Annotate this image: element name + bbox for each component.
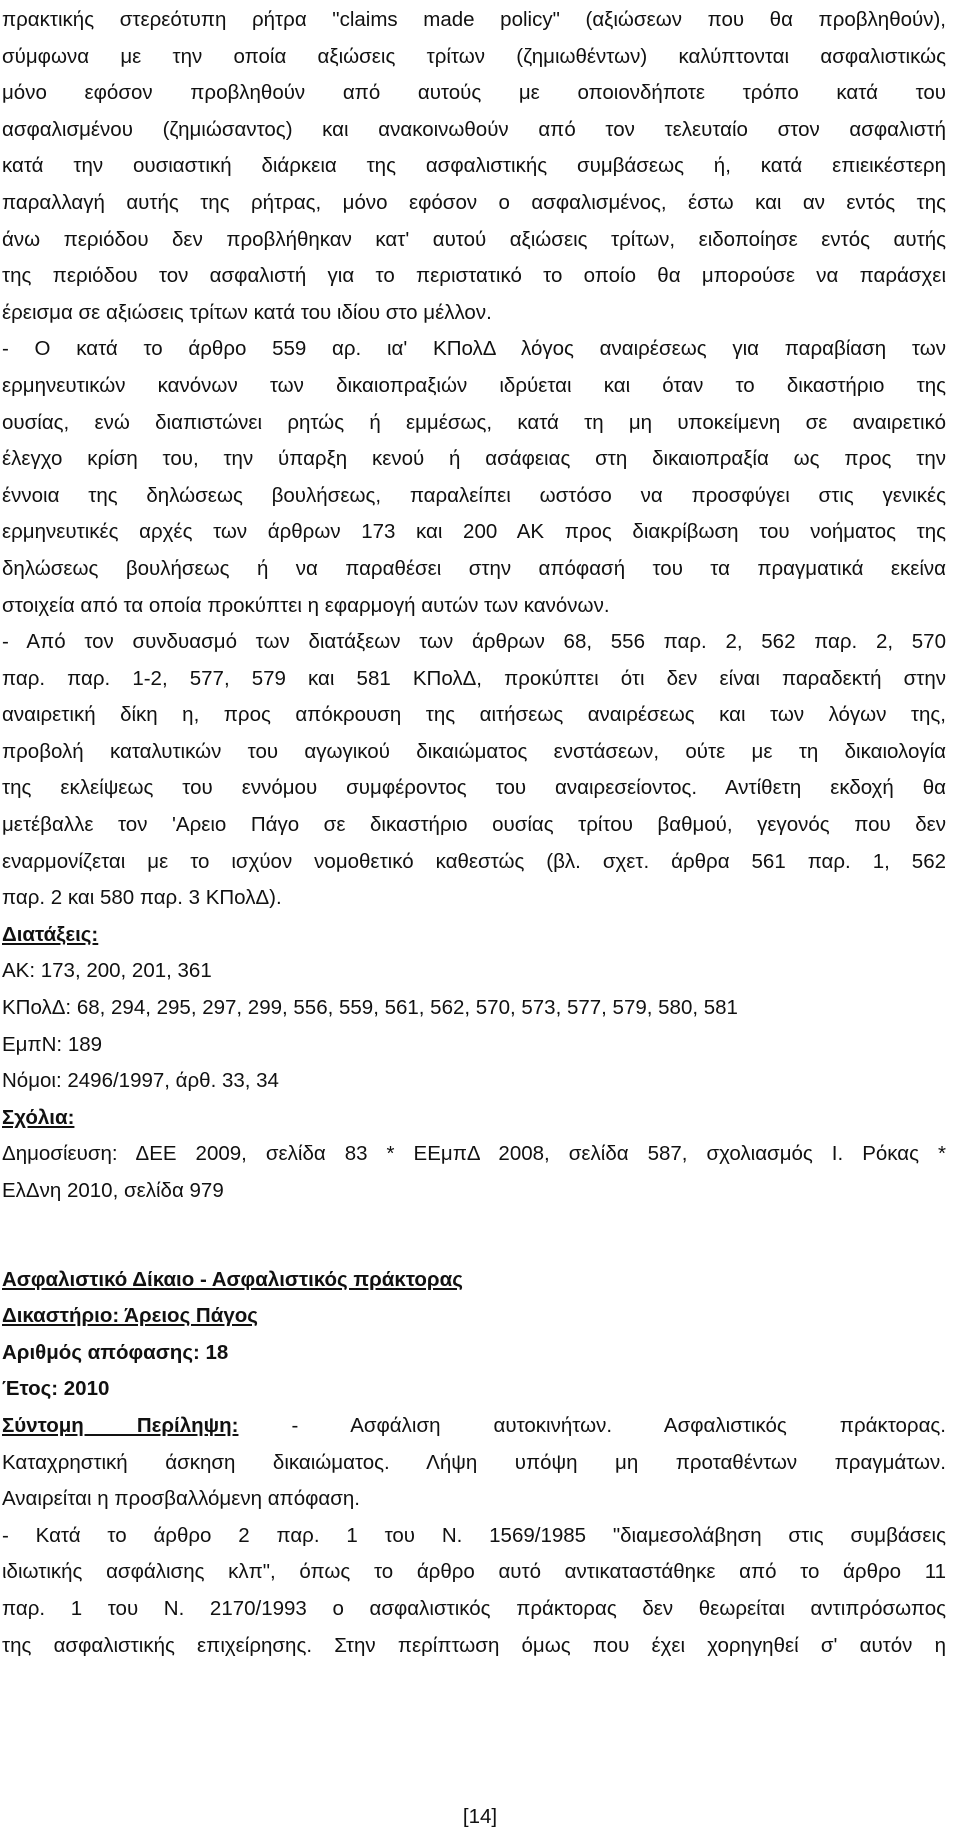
text-line: ουσίας, ενώ διαπιστώνει ρητώς ή εμμέσως, κατά τη μη υποκείμενη σε αναιρετικό: [2, 410, 946, 434]
case-year: Έτος: 2010: [2, 1377, 110, 1401]
text-line: της ασφαλιστικής επιχείρησης. Στην περίπτωση όμως που έχει χορηγηθεί σ' αυτόν η: [2, 1633, 946, 1657]
text-line: πρακτικής στερεότυπη ρήτρα "claims made policy" (αξιώσεων που θα προβληθούν),: [2, 8, 946, 31]
page-number: [14]: [462, 1805, 498, 1828]
provisions-section: [2, 917, 946, 1100]
summary-text: - Ασφάλιση αυτοκινήτων. Ασφαλιστικός πράκτορας.: [238, 1413, 946, 1437]
body-text-block: [2, 2, 946, 917]
text-line: Αναιρείται η προσβαλλόμενη απόφαση.: [2, 1487, 360, 1511]
provision-item: ΑΚ: 173, 200, 201, 361: [2, 959, 212, 983]
text-line: - Κατά το άρθρο 2 παρ. 1 του Ν. 1569/1985 "διαμεσολάβηση στις συμβάσεις: [2, 1523, 946, 1547]
case-title: Ασφαλιστικό Δίκαιο - Ασφαλιστικός πράκτορας: [2, 1267, 463, 1291]
text-line: έλεγχο κρίση του, την ύπαρξη κενού ή ασάφειας στη δικαιοπραξία ως προς την: [2, 447, 946, 471]
provisions-heading: Διατάξεις:: [2, 922, 99, 946]
summary-label: Σύντομη Περίληψη:: [2, 1413, 239, 1437]
provision-item: ΚΠολΔ: 68, 294, 295, 297, 299, 556, 559, 561, 562, 570, 573, 577, 579, 580, 581: [2, 996, 738, 1020]
comments-section: [2, 1100, 946, 1210]
text-line: ιδιωτικής ασφάλισης κλπ", όπως το άρθρο αυτό αντικαταστάθηκε από το άρθρο 11: [2, 1560, 946, 1584]
text-line: ερμηνευτικών κανόνων των δικαιοπραξιών ιδρύεται και όταν το δικαστήριο της: [2, 373, 946, 397]
comments-line: ΕλΔνη 2010, σελίδα 979: [2, 1179, 224, 1202]
text-line: παρ. παρ. 1-2, 577, 579 και 581 ΚΠολΔ, προκύπτει ότι δεν είναι παραδεκτή στην: [2, 666, 946, 690]
case-entry: [2, 1262, 946, 1665]
text-line: - Ο κατά το άρθρο 559 αρ. ια' ΚΠολΔ λόγος αναιρέσεως για παραβίαση των: [2, 337, 946, 361]
text-line: ερμηνευτικές αρχές των άρθρων 173 και 200 ΑΚ προς διακρίβωση του νοήματος της: [2, 520, 946, 544]
text-line: μόνο εφόσον προβληθούν από αυτούς με οποιονδήποτε τρόπο κατά του: [2, 81, 946, 105]
section-spacer: [2, 1210, 946, 1262]
text-line: ασφαλισμένου (ζημιώσαντος) και ανακοινωθούν από τον τελευταίο στον ασφαλιστή: [2, 117, 946, 141]
comments-heading: Σχόλια:: [2, 1105, 75, 1129]
case-court: Δικαστήριο: Άρειος Πάγος: [2, 1304, 258, 1328]
provision-item: ΕμπΝ: 189: [2, 1032, 103, 1056]
text-line: σύμφωνα με την οποία αξιώσεις τρίτων (ζημιωθέντων) καλύπτονται ασφαλιστικώς: [2, 44, 946, 68]
text-line: - Από τον συνδυασμό των διατάξεων των άρθρων 68, 556 παρ. 2, 562 παρ. 2, 570: [2, 630, 946, 654]
case-summary-first-line: [2, 1408, 946, 1445]
text-line: αναιρετική δίκη η, προς απόκρουση της αιτήσεως αναιρέσεως και των λόγων της,: [2, 703, 946, 727]
text-line: παρ. 1 του Ν. 2170/1993 ο ασφαλιστικός πράκτορας δεν θεωρείται αντιπρόσωπος: [2, 1596, 946, 1620]
text-line: στοιχεία από τα οποία προκύπτει η εφαρμογή αυτών των κανόνων.: [2, 593, 610, 617]
text-line: κατά την ουσιαστική διάρκεια της ασφαλιστικής συμβάσεως ή, κατά επιεικέστερη: [2, 154, 946, 178]
case-decision-number: Αριθμός απόφασης: 18: [2, 1340, 229, 1364]
text-line: Καταχρηστική άσκηση δικαιώματος. Λήψη υπόψη μη προταθέντων πραγμάτων.: [2, 1450, 946, 1474]
text-line: της εκλείψεως του εννόμου συμφέροντος του αναιρεσείοντος. Αντίθετη εκδοχή θα: [2, 776, 946, 800]
text-line: προβολή καταλυτικών του αγωγικού δικαιώματος ενστάσεων, ούτε με τη δικαιολογία: [2, 739, 946, 763]
provision-item: Νόμοι: 2496/1997, άρθ. 33, 34: [2, 1069, 279, 1093]
comments-line: Δημοσίευση: ΔΕΕ 2009, σελίδα 83 * ΕΕμπΔ 2008, σελίδα 587, σχολιασμός Ι. Ρόκας *: [2, 1142, 946, 1166]
text-line: εναρμονίζεται με το ισχύον νομοθετικό καθεστώς (βλ. σχετ. άρθρα 561 παρ. 1, 562: [2, 849, 946, 873]
text-line: παραλλαγή αυτής της ρήτρας, μόνο εφόσον ο ασφαλισμένος, έστω και αν εντός της: [2, 190, 946, 214]
text-line: έννοια της δηλώσεως βουλήσεως, παραλείπει ωστόσο να προσφύγει στις γενικές: [2, 483, 946, 507]
text-line: παρ. 2 και 580 παρ. 3 ΚΠολΔ).: [2, 886, 282, 910]
text-line: άνω περιόδου δεν προβλήθηκαν κατ' αυτού αξιώσεις τρίτων, ειδοποίησε εντός αυτής: [2, 227, 946, 251]
text-line: δηλώσεως βουλήσεως ή να παραθέσει στην απόφασή του τα πραγματικά εκείνα: [2, 556, 946, 580]
text-line: μετέβαλλε τον 'Αρειο Πάγο σε δικαστήριο ουσίας τρίτου βαθμού, γεγονός που δεν: [2, 813, 946, 837]
text-line: της περιόδου τον ασφαλιστή για το περιστατικό το οποίο θα μπορούσε να παράσχει: [2, 264, 946, 288]
text-line: έρεισμα σε αξιώσεις τρίτων κατά του ιδίου στο μέλλον.: [2, 300, 492, 324]
